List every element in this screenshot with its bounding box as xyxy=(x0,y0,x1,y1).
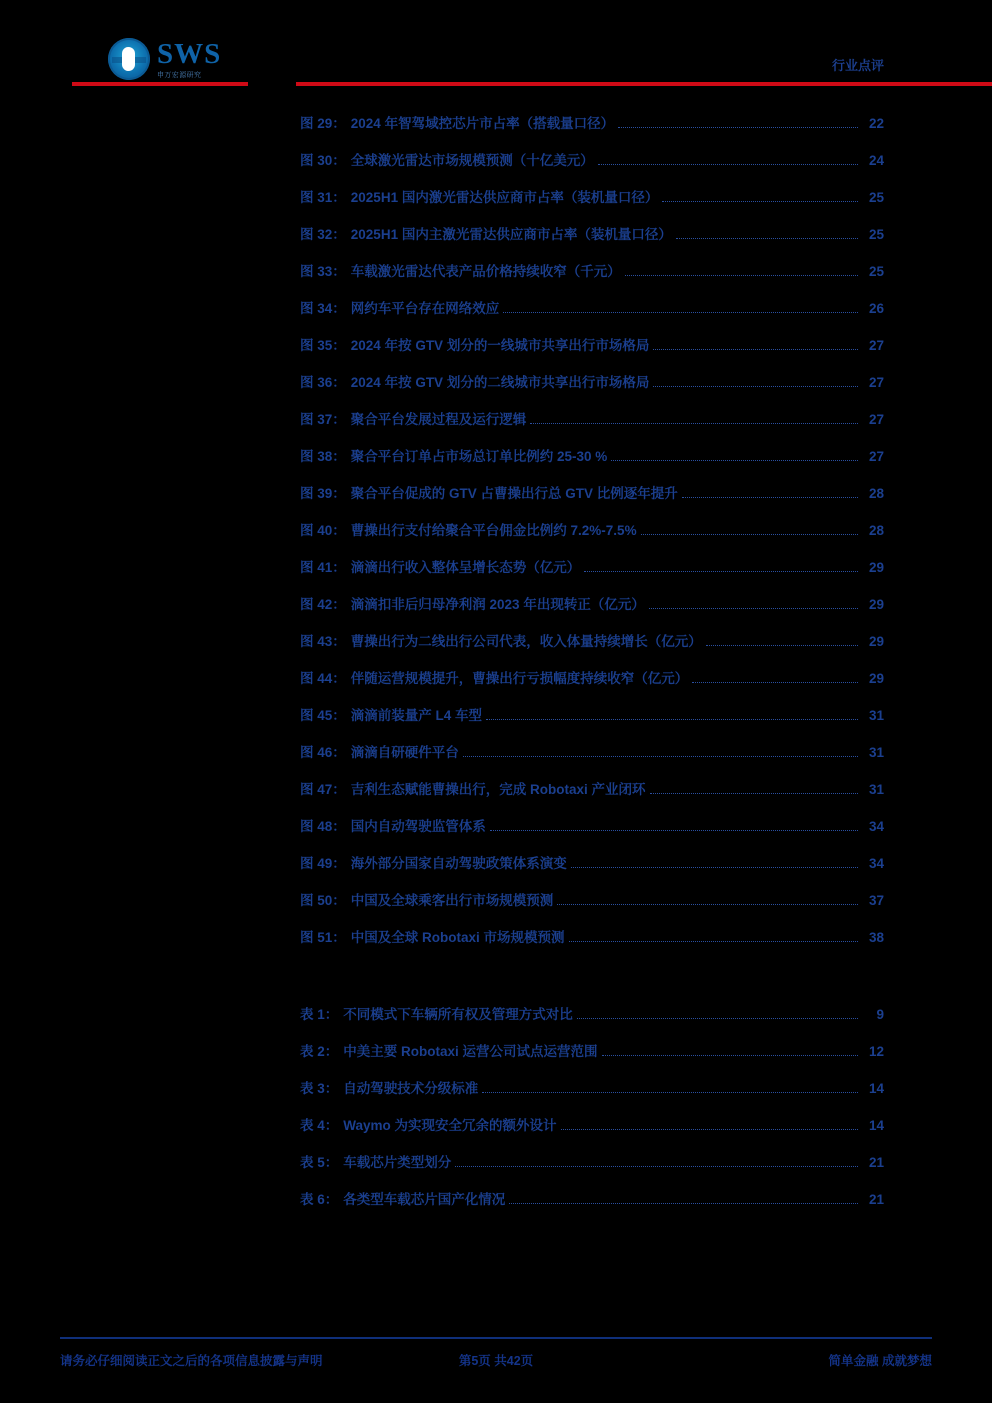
figure-entry-page: 27 xyxy=(868,449,884,464)
figure-entry-label: 图 42： xyxy=(300,597,346,612)
figure-entry-page: 29 xyxy=(868,597,884,612)
table-entry-title: 车载芯片类型划分 xyxy=(343,1155,452,1170)
figure-entry-label: 图 32： xyxy=(300,227,346,242)
figure-entry-title: 2024 年按 GTV 划分的二线城市共享出行市场格局 xyxy=(350,375,650,390)
figure-entry-label: 图 41： xyxy=(300,560,346,575)
figure-entry[interactable] xyxy=(0,512,992,549)
figure-entry[interactable] xyxy=(0,401,992,438)
figure-entry-label: 图 49： xyxy=(300,856,346,871)
leader-dots xyxy=(682,496,858,498)
table-entry-title: 自动驾驶技术分级标准 xyxy=(343,1081,479,1096)
figure-entry-page: 37 xyxy=(868,893,884,908)
leader-dots xyxy=(641,533,858,535)
header-report-type: 行业点评 xyxy=(831,58,884,73)
footer-page-number: 第5页 共42页 xyxy=(458,1354,534,1368)
leader-dots xyxy=(706,644,858,646)
figure-entry-label: 图 43： xyxy=(300,634,346,649)
figure-entry-title: 中国及全球乘客出行市场规模预测 xyxy=(350,893,554,908)
figure-entry-page: 38 xyxy=(868,930,884,945)
figure-entry-title: 滴滴自研硬件平台 xyxy=(350,745,459,760)
figure-entry-label: 图 29： xyxy=(300,116,346,131)
figure-entry-title: 2025H1 国内主激光雷达供应商市占率（装机量口径） xyxy=(350,227,672,242)
table-of-contents xyxy=(0,105,992,1218)
table-entry-title: 不同模式下车辆所有权及管理方式对比 xyxy=(343,1007,573,1022)
figure-entry-label: 图 50： xyxy=(300,893,346,908)
table-entry[interactable] xyxy=(0,1070,992,1107)
figure-entry-label: 图 46： xyxy=(300,745,346,760)
figure-entry-label: 图 34： xyxy=(300,301,346,316)
leader-dots xyxy=(653,385,858,387)
figure-entry[interactable] xyxy=(0,438,992,475)
figure-entry-title: 滴滴出行收入整体呈增长态势（亿元） xyxy=(350,560,581,575)
figure-entry-label: 图 33： xyxy=(300,264,346,279)
figure-entry-page: 29 xyxy=(868,560,884,575)
leader-dots xyxy=(557,903,858,905)
figure-entry[interactable] xyxy=(0,142,992,179)
leader-dots xyxy=(569,940,858,942)
logo-text xyxy=(157,37,222,79)
table-entry-page: 14 xyxy=(868,1118,884,1133)
sws-logo-icon xyxy=(108,38,150,80)
footer-rule xyxy=(60,1337,932,1339)
figure-entry-page: 22 xyxy=(868,116,884,131)
figure-entry-title: 曹操出行为二线出行公司代表，收入体量持续增长（亿元） xyxy=(350,634,702,649)
figure-entry-page: 24 xyxy=(868,153,884,168)
figure-entry[interactable] xyxy=(0,475,992,512)
figure-entry-page: 28 xyxy=(868,523,884,538)
figure-entry-page: 31 xyxy=(868,745,884,760)
figure-entry[interactable] xyxy=(0,216,992,253)
table-entry[interactable] xyxy=(0,1033,992,1070)
figure-list xyxy=(0,105,992,956)
figure-entry-title: 中国及全球 Robotaxi 市场规模预测 xyxy=(350,930,565,945)
table-entry-label: 表 2： xyxy=(300,1044,339,1059)
figure-entry-title: 滴滴扣非后归母净利润 2023 年出现转正（亿元） xyxy=(350,597,645,612)
leader-dots xyxy=(503,311,858,313)
figure-entry[interactable] xyxy=(0,734,992,771)
figure-entry-label: 图 40： xyxy=(300,523,346,538)
leader-dots xyxy=(486,718,858,720)
figure-entry-page: 27 xyxy=(868,412,884,427)
figure-entry-label: 图 48： xyxy=(300,819,346,834)
header-rule-mask-mid xyxy=(248,82,296,86)
leader-dots xyxy=(618,126,858,128)
leader-dots xyxy=(598,163,858,165)
figure-entry[interactable] xyxy=(0,882,992,919)
figure-entry[interactable] xyxy=(0,364,992,401)
leader-dots xyxy=(650,792,858,794)
table-entry-page: 21 xyxy=(868,1192,884,1207)
figure-entry-title: 聚合平台订单占市场总订单比例约 25-30 % xyxy=(350,449,608,464)
figure-entry-page: 26 xyxy=(868,301,884,316)
figure-entry-page: 31 xyxy=(868,782,884,797)
table-entry[interactable] xyxy=(0,1144,992,1181)
table-entry[interactable] xyxy=(0,1181,992,1218)
figure-entry[interactable] xyxy=(0,586,992,623)
figure-entry-label: 图 39： xyxy=(300,486,346,501)
leader-dots xyxy=(455,1165,858,1167)
figure-entry-label: 图 35： xyxy=(300,338,346,353)
leader-dots xyxy=(561,1128,858,1130)
figure-entry-label: 图 44： xyxy=(300,671,346,686)
figure-entry-page: 27 xyxy=(868,338,884,353)
table-entry-label: 表 1： xyxy=(300,1007,339,1022)
figure-entry-title: 全球激光雷达市场规模预测（十亿美元） xyxy=(350,153,594,168)
table-entry-label: 表 6： xyxy=(300,1192,339,1207)
table-entry-title: 各类型车载芯片国产化情况 xyxy=(343,1192,506,1207)
figure-entry-page: 28 xyxy=(868,486,884,501)
logo-sub-text: 申万宏源研究 xyxy=(157,71,202,79)
figure-entry-label: 图 31： xyxy=(300,190,346,205)
figure-entry-label: 图 51： xyxy=(300,930,346,945)
table-entry-page: 12 xyxy=(868,1044,884,1059)
figure-entry-title: 车载激光雷达代表产品价格持续收窄（千元） xyxy=(350,264,621,279)
leader-dots xyxy=(577,1017,858,1019)
leader-dots xyxy=(463,755,858,757)
leader-dots xyxy=(653,348,858,350)
figure-entry[interactable] xyxy=(0,290,992,327)
figure-entry-label: 图 37： xyxy=(300,412,346,427)
figure-entry-title: 2024 年智驾域控芯片市占率（搭载量口径） xyxy=(350,116,615,131)
figure-entry-page: 25 xyxy=(868,264,884,279)
footer-disclaimer: 请务必仔细阅读正文之后的各项信息披露与声明 xyxy=(60,1354,323,1368)
leader-dots xyxy=(584,570,858,572)
figure-entry-label: 图 47： xyxy=(300,782,346,797)
figure-entry-title: 滴滴前装量产 L4 车型 xyxy=(350,708,483,723)
leader-dots xyxy=(676,237,858,239)
leader-dots xyxy=(662,200,858,202)
company-logo xyxy=(108,38,221,80)
header-red-rule xyxy=(0,82,992,86)
leader-dots xyxy=(611,459,858,461)
figure-entry[interactable] xyxy=(0,660,992,697)
table-entry-label: 表 4： xyxy=(300,1118,339,1133)
leader-dots xyxy=(602,1054,858,1056)
leader-dots xyxy=(625,274,858,276)
table-entry[interactable] xyxy=(0,1107,992,1144)
figure-entry-title: 聚合平台发展过程及运行逻辑 xyxy=(350,412,527,427)
table-entry-title: Waymo 为实现安全冗余的额外设计 xyxy=(343,1118,557,1133)
table-list xyxy=(0,996,992,1218)
figure-entry-page: 25 xyxy=(868,190,884,205)
table-entry-title: 中美主要 Robotaxi 运营公司试点运营范围 xyxy=(343,1044,598,1059)
leader-dots xyxy=(482,1091,858,1093)
figure-entry-page: 29 xyxy=(868,671,884,686)
figure-entry-title: 曹操出行支付给聚合平台佣金比例约 7.2%-7.5% xyxy=(350,523,637,538)
page-header xyxy=(0,0,992,95)
leader-dots xyxy=(509,1202,858,1204)
figure-entry-page: 31 xyxy=(868,708,884,723)
figure-entry-label: 图 36： xyxy=(300,375,346,390)
leader-dots xyxy=(649,607,858,609)
table-entry[interactable] xyxy=(0,996,992,1033)
page-footer xyxy=(0,1337,992,1403)
figure-entry-label: 图 45： xyxy=(300,708,346,723)
figure-entry-title: 国内自动驾驶监管体系 xyxy=(350,819,486,834)
figure-entry-label: 图 30： xyxy=(300,153,346,168)
figure-entry[interactable] xyxy=(0,623,992,660)
leader-dots xyxy=(530,422,858,424)
figure-entry-page: 34 xyxy=(868,856,884,871)
figure-entry[interactable] xyxy=(0,253,992,290)
table-entry-page: 21 xyxy=(868,1155,884,1170)
logo-main-text: SWS xyxy=(157,37,222,70)
figure-entry[interactable] xyxy=(0,845,992,882)
figure-entry-title: 伴随运营规模提升，曹操出行亏损幅度持续收窄（亿元） xyxy=(350,671,689,686)
figure-entry[interactable] xyxy=(0,105,992,142)
figure-entry-title: 吉利生态赋能曹操出行，完成 Robotaxi 产业闭环 xyxy=(350,782,646,797)
figure-entry-label: 图 38： xyxy=(300,449,346,464)
table-entry-page: 14 xyxy=(868,1081,884,1096)
figure-entry[interactable] xyxy=(0,771,992,808)
leader-dots xyxy=(692,681,858,683)
figure-entry-title: 2025H1 国内激光雷达供应商市占率（装机量口径） xyxy=(350,190,659,205)
table-entry-page: 9 xyxy=(876,1007,884,1022)
figure-entry-page: 34 xyxy=(868,819,884,834)
figure-entry-title: 海外部分国家自动驾驶政策体系演变 xyxy=(350,856,567,871)
figure-entry[interactable] xyxy=(0,179,992,216)
figure-entry-page: 27 xyxy=(868,375,884,390)
figure-entry-title: 2024 年按 GTV 划分的一线城市共享出行市场格局 xyxy=(350,338,650,353)
figure-entry[interactable] xyxy=(0,808,992,845)
table-entry-label: 表 5： xyxy=(300,1155,339,1170)
leader-dots xyxy=(490,829,858,831)
figure-entry-title: 聚合平台促成的 GTV 占曹操出行总 GTV 比例逐年提升 xyxy=(350,486,678,501)
table-entry-label: 表 3： xyxy=(300,1081,339,1096)
leader-dots xyxy=(571,866,858,868)
figure-entry[interactable] xyxy=(0,549,992,586)
figure-entry-page: 25 xyxy=(868,227,884,242)
figure-entry[interactable] xyxy=(0,697,992,734)
header-rule-mask-left xyxy=(0,82,72,86)
figure-entry-title: 网约车平台存在网络效应 xyxy=(350,301,500,316)
figure-entry-page: 29 xyxy=(868,634,884,649)
footer-slogan: 简单金融 成就梦想 xyxy=(828,1354,932,1368)
figure-entry[interactable] xyxy=(0,327,992,364)
figure-entry[interactable] xyxy=(0,919,992,956)
toc-spacer xyxy=(0,956,992,996)
